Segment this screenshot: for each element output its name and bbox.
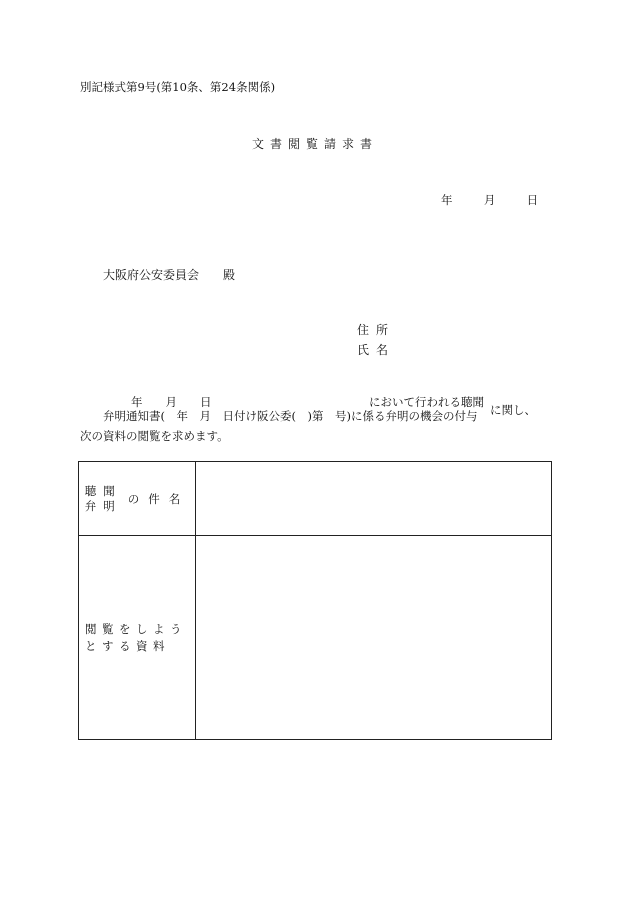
day-label: 日 xyxy=(526,193,539,207)
body-line1-date: 年 月 日 xyxy=(131,395,212,409)
materials-label-cell xyxy=(79,536,196,740)
year-label: 年 xyxy=(441,193,453,207)
table-row xyxy=(79,536,552,740)
materials-field[interactable] xyxy=(196,536,552,740)
recipient: 大阪府公安委員会 殿 xyxy=(103,268,236,282)
name-label: 氏名 xyxy=(357,343,396,357)
case-name-label: の件名 xyxy=(127,491,190,506)
explanation-label: 弁明 xyxy=(84,498,122,513)
month-label: 月 xyxy=(483,193,496,207)
case-name-field[interactable] xyxy=(196,462,552,536)
case-name-label-cell xyxy=(79,462,196,536)
body-line3: 次の資料の閲覧を求めます。 xyxy=(80,429,229,443)
table-row xyxy=(79,462,552,536)
body-line2-tail: に関し、 xyxy=(490,403,536,417)
request-table xyxy=(78,461,552,740)
hearing-label: 聴聞 xyxy=(84,483,122,498)
document-title: 文書閲覧請求書 xyxy=(251,137,378,151)
address-label: 住所 xyxy=(357,323,396,337)
materials-label-line1: 閲覧をしよう xyxy=(85,621,187,636)
body-line1-tail: において行われる聴聞 xyxy=(369,395,484,409)
date-line xyxy=(441,195,538,207)
body-line2: 弁明通知書( 年 月 日付け阪公委( )第 号)に係る弁明の機会の付与 xyxy=(103,409,478,423)
materials-label-line2: とする資料 xyxy=(85,638,170,653)
form-reference: 別記様式第9号(第10条、第24条関係) xyxy=(80,80,276,94)
